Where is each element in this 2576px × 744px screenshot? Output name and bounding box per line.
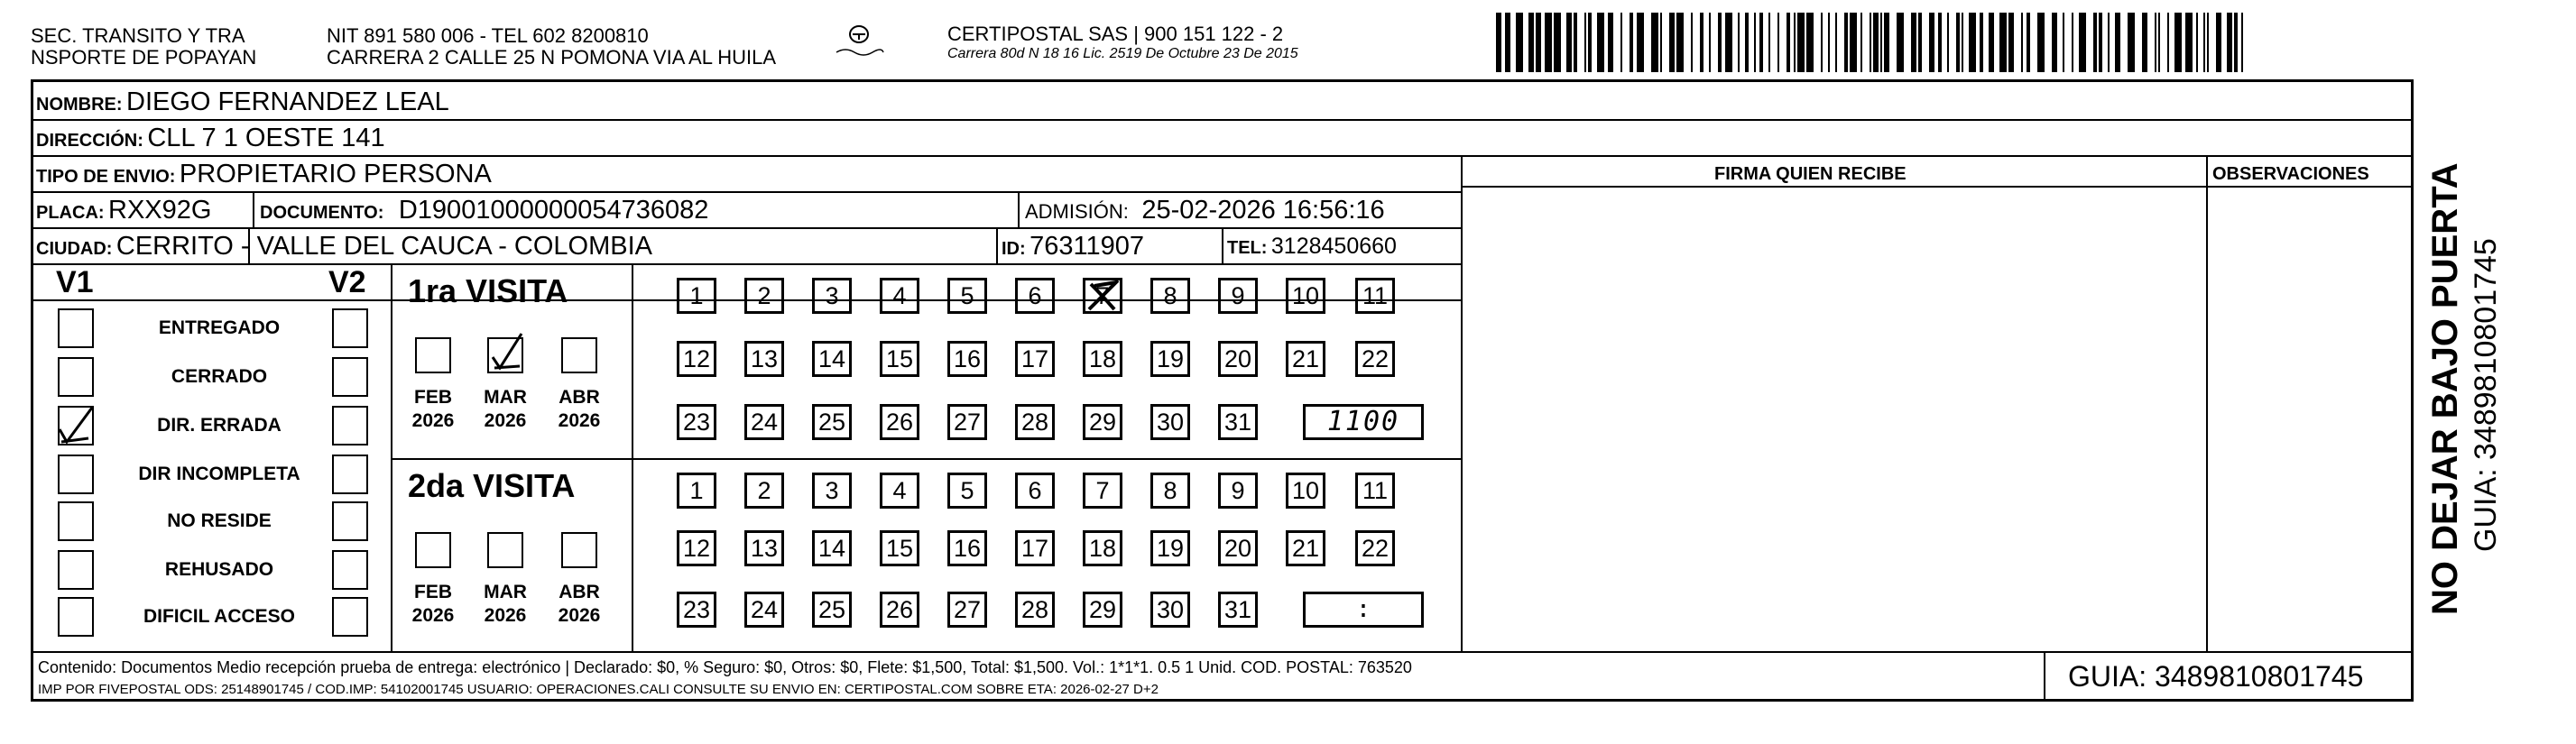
ciudad-cell [36,230,652,267]
tel-value: 3128450660 [1270,234,1397,259]
day-box[interactable]: 17 [1015,341,1055,377]
day-box[interactable]: 1 [677,278,716,314]
day-box[interactable]: 6 [1015,473,1055,509]
company-logo [835,22,884,60]
day-box[interactable]: 21 [1286,341,1325,377]
day-box[interactable]: 1 [677,473,716,509]
day-box[interactable]: 13 [744,530,784,566]
day-box[interactable]: 15 [880,530,919,566]
v1-checkbox[interactable] [58,357,94,397]
month-name: MAR [484,582,527,602]
month-checkbox[interactable] [487,532,523,568]
day-box[interactable]: 11 [1355,473,1395,509]
day-box[interactable]: 27 [947,404,987,440]
month-checkbox[interactable] [415,532,451,568]
status-label: CERRADO [171,366,268,387]
time-box[interactable]: 1100 [1303,404,1424,440]
v2-checkbox[interactable] [332,455,368,494]
day-box[interactable]: 2 [744,278,784,314]
direccion-row [36,122,385,159]
admision-cell [1025,194,1385,231]
sender-entity-line2: NSPORTE DE POPAYAN [31,46,257,69]
month-checkbox[interactable] [561,532,597,568]
visit1-title: 1ra VISITA [408,272,568,309]
day-box[interactable]: 12 [677,530,716,566]
day-box[interactable]: 4 [880,278,919,314]
day-box[interactable]: 13 [744,341,784,377]
day-box[interactable]: 26 [880,592,919,628]
day-box[interactable]: 19 [1150,341,1190,377]
day-box[interactable]: 29 [1083,592,1122,628]
sender-entity-line1: SEC. TRANSITO Y TRA [31,24,245,47]
month-year: 2026 [558,410,601,431]
tipo-envio-label: TIPO DE ENVIO: [36,167,176,187]
nombre-value: DIEGO FERNANDEZ LEAL [126,87,449,116]
day-box[interactable]: 2 [744,473,784,509]
id-label: ID: [1002,239,1026,259]
day-box[interactable]: 30 [1150,404,1190,440]
v1-checkbox[interactable] [58,308,94,348]
tipo-envio-row [36,158,492,195]
day-box[interactable]: 10 [1286,278,1325,314]
day-box[interactable]: 7 [1083,278,1122,314]
status-label: NO RESIDE [167,510,272,531]
day-box[interactable]: 23 [677,592,716,628]
footer-print-info: IMP POR FIVEPOSTAL ODS: 25148901745 / COD.IMP: 54102001745 USUARIO: OPERACIONES.CALI CONSULTE SU ENVIO EN: CERTIPOSTAL.COM SOBRE ETA: 2026-02-27 D+2 [38,682,1159,697]
month-name: ABR [559,387,600,408]
month-checkbox[interactable] [561,337,597,373]
month-year: 2026 [558,605,601,626]
month-name: FEB [414,387,452,408]
documento-value: D19001000000054736082 [398,196,709,225]
day-box[interactable]: 9 [1218,278,1258,314]
day-box[interactable]: 21 [1286,530,1325,566]
day-box[interactable]: 5 [947,473,987,509]
placa-label: PLACA: [36,203,105,223]
firma-header: FIRMA QUIEN RECIBE [1714,164,1907,184]
day-box[interactable]: 28 [1015,404,1055,440]
company-address: Carrera 80d N 18 16 Lic. 2519 De Octubre 23 De 2015 [947,46,1298,61]
day-box[interactable]: 9 [1218,473,1258,509]
day-box[interactable]: 31 [1218,592,1258,628]
placa-value: RXX92G [108,196,212,225]
day-box[interactable]: 8 [1150,473,1190,509]
v2-checkbox[interactable] [332,550,368,590]
day-cross-mark [1080,275,1125,317]
v1-checkbox[interactable] [58,501,94,541]
day-box[interactable]: 17 [1015,530,1055,566]
v2-checkbox[interactable] [332,357,368,397]
v2-checkbox[interactable] [332,406,368,445]
v1-checkbox[interactable] [58,597,94,637]
day-box[interactable]: 5 [947,278,987,314]
day-box[interactable]: 27 [947,592,987,628]
day-box[interactable]: 23 [677,404,716,440]
v1-checkbox[interactable] [58,455,94,494]
barcode [1496,13,2243,72]
day-box[interactable]: 20 [1218,341,1258,377]
day-box[interactable]: 25 [812,592,852,628]
day-box[interactable]: 8 [1150,278,1190,314]
status-label: DIR. ERRADA [157,415,282,436]
day-box[interactable]: 26 [880,404,919,440]
day-box[interactable]: 12 [677,341,716,377]
day-box[interactable]: 20 [1218,530,1258,566]
documento-label: DOCUMENTO: [260,203,384,223]
address-line: CARRERA 2 CALLE 25 N POMONA VIA AL HUILA [327,46,777,69]
day-box[interactable]: 28 [1015,592,1055,628]
day-box[interactable]: 6 [1015,278,1055,314]
v1-checkbox[interactable] [58,550,94,590]
time-box[interactable]: : [1303,592,1424,628]
day-box[interactable]: 18 [1083,341,1122,377]
day-box[interactable]: 11 [1355,278,1395,314]
visit2-title: 2da VISITA [408,467,576,504]
status-label: DIR INCOMPLETA [138,464,300,484]
placa-cell [36,194,211,231]
admision-value: 25-02-2026 16:56:16 [1141,196,1385,225]
ciudad-value: CERRITO - VALLE DEL CAUCA - COLOMBIA [115,232,652,261]
footer-guia: GUIA: 3489810801745 [2068,660,2364,693]
month-checkbox[interactable] [415,337,451,373]
sender-contact [327,25,776,69]
day-box[interactable]: 10 [1286,473,1325,509]
ciudad-label: CIUDAD: [36,239,113,259]
tel-label: TEL: [1227,238,1268,258]
v1-check-mark [52,402,99,447]
admision-label: ADMISIÓN: [1025,200,1129,223]
documento-cell [260,194,708,231]
day-box[interactable]: 25 [812,404,852,440]
month-year: 2026 [411,605,455,626]
day-box[interactable]: 22 [1355,530,1395,566]
day-box[interactable]: 16 [947,530,987,566]
v2-checkbox[interactable] [332,597,368,637]
nombre-row [36,86,449,123]
status-label: ENTREGADO [158,317,281,338]
day-box[interactable]: 22 [1355,341,1395,377]
day-box[interactable]: 14 [812,341,852,377]
direccion-label: DIRECCIÓN: [36,131,143,151]
day-box[interactable]: 7 [1083,473,1122,509]
v2-checkbox[interactable] [332,501,368,541]
no-dejar-warning: NO DEJAR BAJO PUERTA [2425,162,2465,615]
id-cell [1002,230,1144,267]
day-box[interactable]: 14 [812,530,852,566]
status-label: REHUSADO [164,559,274,580]
day-box[interactable]: 31 [1218,404,1258,440]
sender-entity [31,25,256,69]
nit-line: NIT 891 580 006 - TEL 602 8200810 [327,24,649,47]
v2-label: V2 [328,265,366,299]
day-box[interactable]: 19 [1150,530,1190,566]
nombre-label: NOMBRE: [36,95,123,115]
company-name: CERTIPOSTAL SAS | 900 151 122 - 2 [947,23,1284,45]
day-box[interactable]: 24 [744,592,784,628]
month-name: ABR [559,582,600,602]
month-name: MAR [484,387,527,408]
status-label: DIFICIL ACCESO [143,606,295,627]
day-box[interactable]: 18 [1083,530,1122,566]
day-box[interactable]: 4 [880,473,919,509]
month-name: FEB [414,582,452,602]
tipo-envio-value: PROPIETARIO PERSONA [179,160,492,188]
footer-contents: Contenido: Documentos Medio recepción prueba de entrega: electrónico | Declarado: $0, % Seguro: $0, Otros: $0, Flete: $1,500, Total: $1,500. Vol.: 1*1*1. 0.5 1 Unid. COD. POSTAL: 763520 [38,658,1412,676]
month-year: 2026 [411,410,455,431]
v1-label: V1 [56,265,94,299]
tel-cell [1227,230,1397,266]
direccion-value: CLL 7 1 OESTE 141 [147,124,385,152]
day-box[interactable]: 29 [1083,404,1122,440]
day-box[interactable]: 24 [744,404,784,440]
day-box[interactable]: 30 [1150,592,1190,628]
month-check-mark [485,330,527,375]
month-year: 2026 [484,605,527,626]
id-value: 76311907 [1029,232,1144,261]
observaciones-header: OBSERVACIONES [2212,164,2369,184]
day-box[interactable]: 3 [812,473,852,509]
day-box[interactable]: 15 [880,341,919,377]
day-box[interactable]: 3 [812,278,852,314]
month-year: 2026 [484,410,527,431]
v2-checkbox[interactable] [332,308,368,348]
side-guia: GUIA: 3489810801745 [2469,238,2503,552]
company-info [947,23,1298,63]
day-box[interactable]: 16 [947,341,987,377]
